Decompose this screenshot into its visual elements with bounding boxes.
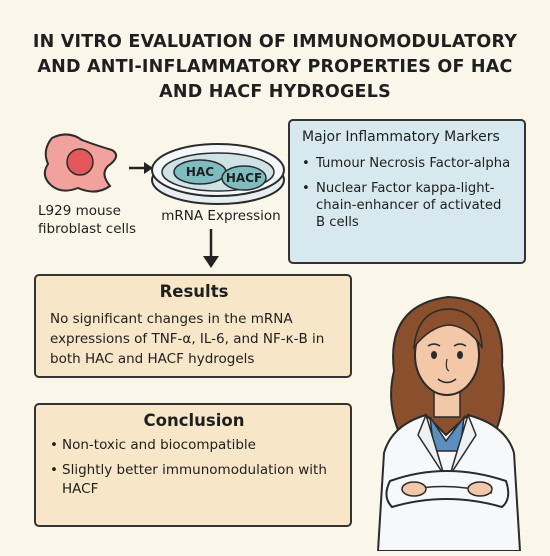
inflammatory-markers-box [288,119,526,264]
bullet-icon: • [302,156,310,171]
title-line-3: AND HACF HYDROGELS [159,82,391,102]
conclusion-box [34,403,352,527]
title-line-2: AND ANTI-INFLAMMATORY PROPERTIES OF HAC [37,57,513,77]
petri-dish-icon [148,132,288,208]
marker-item [302,155,514,172]
conclusion-item [50,461,338,499]
bullet-icon: • [50,462,58,478]
markers-title: Major Inflammatory Markers [302,129,500,145]
conclusion-text: Slightly better immunomodulation with HACF [62,462,327,497]
conclusion-text: Non-toxic and biocompatible [62,437,256,453]
scientist-illustration [356,285,536,551]
mrna-expression-label: mRNA Expression [161,208,281,224]
cell-label: L929 mouse fibroblast cells [38,203,137,237]
bullet-icon: • [50,437,58,453]
diagram-title [10,30,540,105]
results-heading: Results [159,282,229,301]
results-box [34,274,352,378]
results-text: No significant changes in the mRNA expressions of TNF-α, IL-6, and NF-κ-B in both HAC and HACF hydrogels [50,311,325,367]
marker-item [302,180,514,231]
dish-label-hac: HAC [185,165,215,179]
bullet-icon: • [302,181,310,196]
dish-label-hacf: HACF [225,171,263,185]
conclusion-item [50,436,338,455]
conclusion-heading: Conclusion [143,411,245,430]
marker-text: Nuclear Factor kappa-light-chain-enhancer of activated B cells [316,181,502,230]
cell-icon [38,128,128,200]
title-line-1: IN VITRO EVALUATION OF IMMUNOMODULATORY [32,32,518,52]
arrow-down-icon [200,228,222,270]
marker-text: Tumour Necrosis Factor-alpha [316,156,511,171]
